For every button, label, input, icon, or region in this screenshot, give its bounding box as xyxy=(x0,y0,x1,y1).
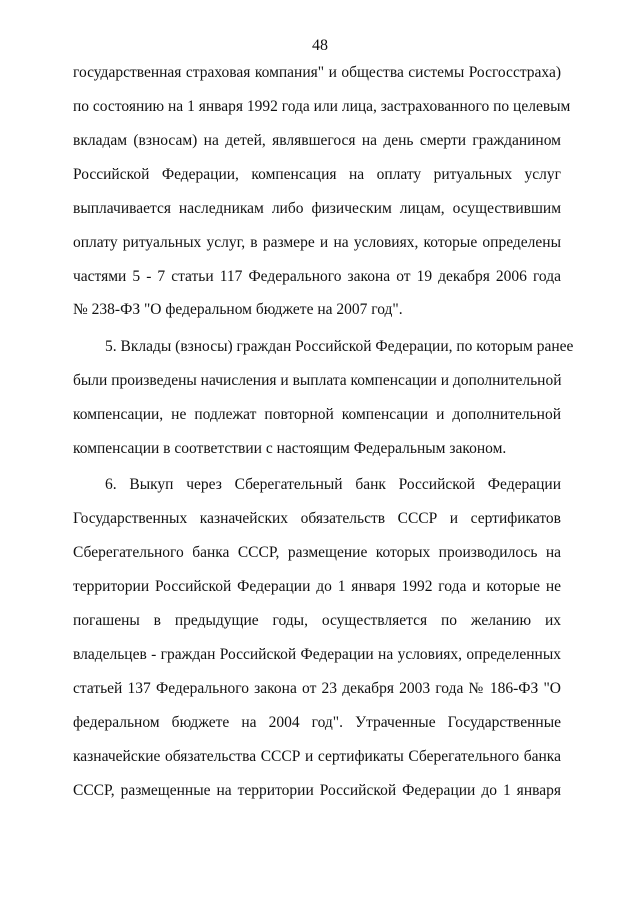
text-line: компенсации, не подлежат повторной компенсации и дополнительной xyxy=(73,406,561,423)
text-line: территории Российской Федерации до 1 января 1992 года и которые не xyxy=(73,578,561,595)
text-line: вкладам (взносам) на детей, являвшегося на день смерти гражданином xyxy=(73,132,561,149)
text-line: были произведены начисления и выплата компенсации и дополнительной xyxy=(73,372,562,389)
text-line: статьей 137 Федерального закона от 23 декабря 2003 года № 186-ФЗ "О xyxy=(73,680,561,697)
text-line: СССР, размещенные на территории Российской Федерации до 1 января xyxy=(73,782,561,799)
text-line: частями 5 - 7 статьи 117 Федерального закона от 19 декабря 2006 года xyxy=(73,268,561,285)
text-line: № 238-ФЗ "О федеральном бюджете на 2007 год". xyxy=(73,301,403,318)
text-line: 6. Выкуп через Сберегательный банк Российской Федерации xyxy=(105,476,561,493)
text-line: Сберегательного банка СССР, размещение которых производилось на xyxy=(73,544,561,561)
text-line: государственная страховая компания" и общества системы Росгосстраха) xyxy=(73,64,561,81)
text-line: владельцев - граждан Российской Федерации на условиях, определенных xyxy=(73,646,561,663)
text-line: по состоянию на 1 января 1992 года или лица, застрахованного по целевым xyxy=(73,98,571,115)
text-line: оплату ритуальных услуг, в размере и на условиях, которые определены xyxy=(73,234,561,251)
text-line: выплачивается наследникам либо физическим лицам, осуществившим xyxy=(73,200,561,217)
text-line: компенсации в соответствии с настоящим Федеральным законом. xyxy=(73,440,507,457)
text-line: федеральном бюджете на 2004 год". Утраченные Государственные xyxy=(73,714,561,731)
text-line: казначейские обязательства СССР и сертификаты Сберегательного банка xyxy=(73,748,561,765)
text-line: Государственных казначейских обязательств СССР и сертификатов xyxy=(73,510,561,527)
text-line: погашены в предыдущие годы, осуществляется по желанию их xyxy=(73,612,561,629)
text-line: Российской Федерации, компенсация на оплату ритуальных услуг xyxy=(73,166,561,183)
text-line: 5. Вклады (взносы) граждан Российской Федерации, по которым ранее xyxy=(105,338,574,355)
page-number: 48 xyxy=(312,37,328,54)
